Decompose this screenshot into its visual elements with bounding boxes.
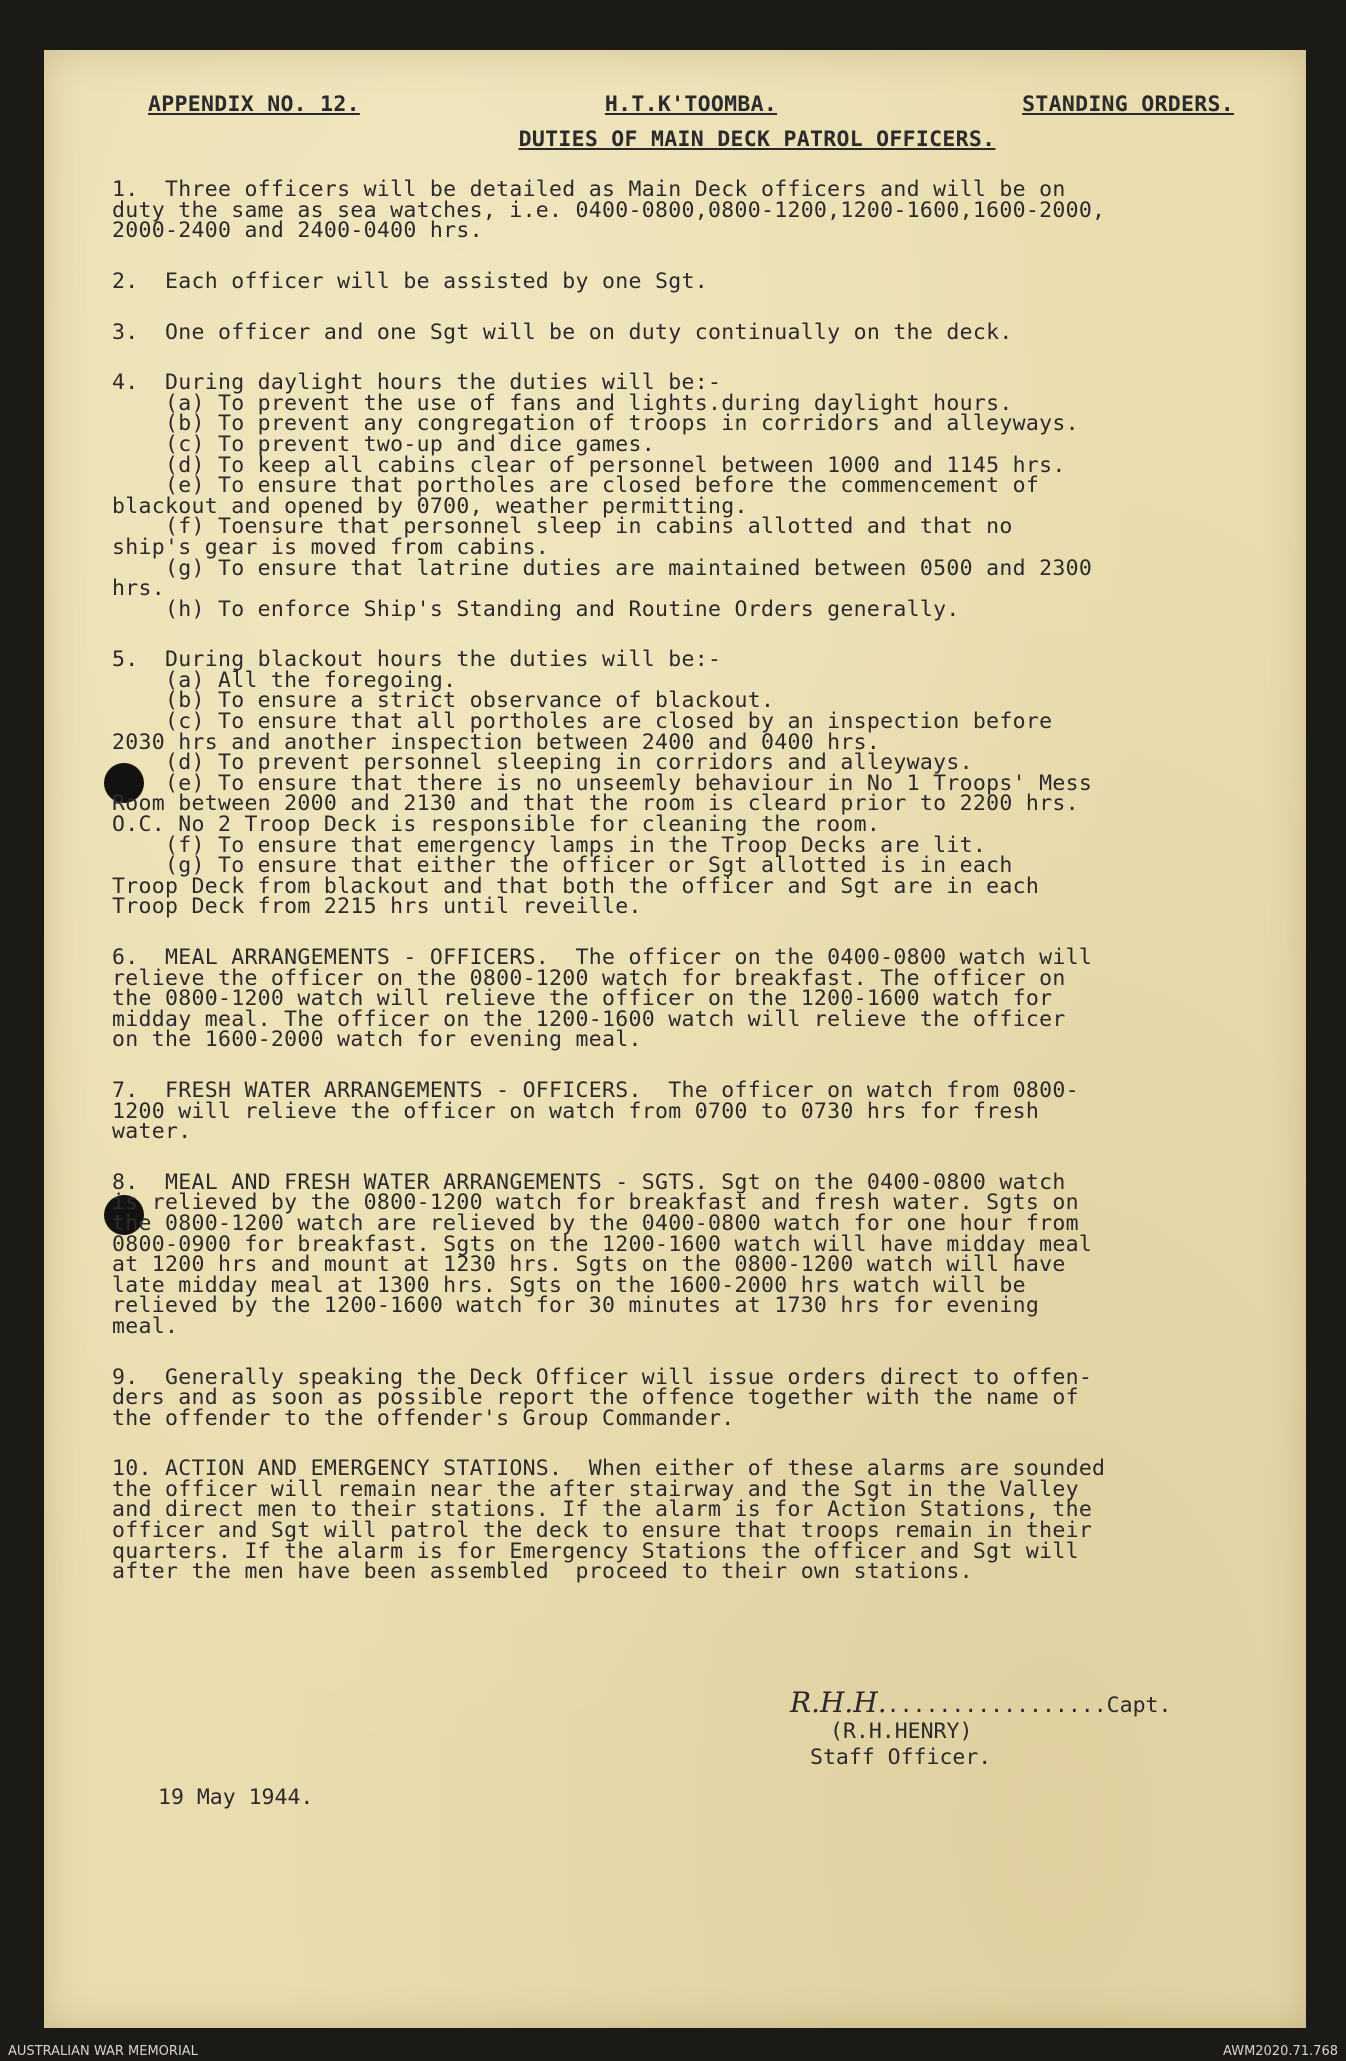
archive-name: AUSTRALIAN WAR MEMORIAL — [8, 2044, 198, 2059]
text-line: the 0800-1200 watch are relieved by the 0400-0800 watch for one hour from — [112, 1210, 1079, 1236]
text-line: (h) To enforce Ship's Standing and Routine Orders generally. — [112, 596, 960, 622]
text-line: 8. MEAL AND FRESH WATER ARRANGEMENTS - SGTS. Sgt on the 0400-0800 watch — [112, 1169, 1066, 1195]
signatory-role: Staff Officer. — [810, 1745, 992, 1770]
text-line: 4. During daylight hours the duties will be:- — [112, 370, 722, 396]
text-line: 10. ACTION AND EMERGENCY STATIONS. When either of these alarms are sounded — [112, 1456, 1106, 1482]
text-line: Troop Deck from blackout and that both the officer and Sgt are in each — [112, 873, 1040, 899]
text-line: midday meal. The officer on the 1200-1600 watch will relieve the officer — [112, 1006, 1066, 1032]
text-line: O.C. No 2 Troop Deck is responsible for cleaning the room. — [112, 812, 881, 838]
paragraph-8 — [112, 1169, 1252, 1339]
signature-line — [790, 1686, 1172, 1719]
text-line: 1200 will relieve the officer on watch from 0700 to 0730 hrs for fresh — [112, 1098, 1040, 1124]
appendix-number: APPENDIX NO. 12. — [148, 92, 360, 117]
text-line: officer and Sgt will patrol the deck to ensure that troops remain in their — [112, 1518, 1093, 1544]
text-line: 0800-0900 for breakfast. Sgts on the 1200-1600 watch will have midday meal — [112, 1231, 1093, 1257]
text-line: 2030 hrs and another inspection between 2400 and 0400 hrs. — [112, 729, 881, 755]
text-line: (d) To prevent personnel sleeping in corridors and alleyways. — [112, 750, 973, 776]
signatory-name: (R.H.HENRY) — [830, 1719, 973, 1744]
text-line: (e) To ensure that portholes are closed before the commencement of — [112, 473, 1040, 499]
text-line: (a) To prevent the use of fans and lights.during daylight hours. — [112, 390, 1013, 416]
text-line: 3. One officer and one Sgt will be on duty continually on the deck. — [112, 319, 1013, 345]
document-date: 19 May 1944. — [158, 1785, 314, 1810]
text-line: 2. Each officer will be assisted by one Sgt. — [112, 268, 708, 294]
paragraph-9 — [112, 1364, 1252, 1431]
text-line: 7. FRESH WATER ARRANGEMENTS - OFFICERS. The officer on watch from 0800- — [112, 1077, 1079, 1103]
text-line: (g) To ensure that either the officer or Sgt allotted is in each — [112, 853, 1013, 879]
text-line: quarters. If the alarm is for Emergency Stations the officer and Sgt will — [112, 1538, 1079, 1564]
text-line: the 0800-1200 watch will relieve the officer on the 1200-1600 watch for — [112, 986, 1053, 1012]
text-line: (d) To keep all cabins clear of personnel between 1000 and 1145 hrs. — [112, 452, 1066, 478]
text-line: (g) To ensure that latrine duties are maintained between 0500 and 2300 — [112, 555, 1093, 581]
text-line: (a) All the foregoing. — [112, 667, 457, 693]
page-title: DUTIES OF MAIN DECK PATROL OFFICERS. — [518, 126, 996, 152]
text-line: 5. During blackout hours the duties will be:- — [112, 647, 722, 673]
paragraph-3 — [112, 319, 1252, 345]
text-line: (f) To ensure that emergency lamps in the Troop Decks are lit. — [112, 832, 987, 858]
text-line: after the men have been assembled proceed to their own stations. — [112, 1559, 973, 1585]
paragraph-6 — [112, 945, 1252, 1053]
paragraph-10 — [112, 1456, 1252, 1585]
text-line: 1. Three officers will be detailed as Main Deck officers and will be on — [112, 177, 1066, 203]
text-line: on the 1600-2000 watch for evening meal. — [112, 1027, 642, 1053]
text-line: the offender to the offender's Group Commander. — [112, 1405, 735, 1431]
text-line: 2000-2400 and 2400-0400 hrs. — [112, 218, 483, 244]
text-line: the officer will remain near the after stairway and the Sgt in the Valley — [112, 1476, 1079, 1502]
paragraph-4 — [112, 370, 1252, 622]
archive-footer — [0, 2030, 1346, 2061]
handwritten-signature: R.H.H. — [790, 1686, 887, 1719]
signature-dots-capt: .................Capt. — [886, 1693, 1172, 1718]
standing-orders-label: STANDING ORDERS. — [1022, 92, 1234, 117]
text-line: (c) To prevent two-up and dice games. — [112, 431, 656, 457]
text-line: blackout and opened by 0700, weather permitting. — [112, 493, 748, 519]
text-line: (e) To ensure that there is no unseemly behaviour in No 1 Troops' Mess — [112, 770, 1093, 796]
header-row — [148, 92, 1234, 117]
text-line: 6. MEAL ARRANGEMENTS - OFFICERS. The officer on the 0400-0800 watch will — [112, 945, 1093, 970]
paragraph-1 — [112, 177, 1252, 244]
text-line: duty the same as sea watches, i.e. 0400-0800,0800-1200,1200-1600,1600-2000, — [112, 197, 1106, 223]
text-line: ders and as soon as possible report the offence together with the name of — [112, 1385, 1079, 1411]
ship-name: H.T.K'TOOMBA. — [604, 92, 778, 117]
text-line: (b) To prevent any congregation of troops in corridors and alleyways. — [112, 411, 1079, 437]
text-line: Room between 2000 and 2130 and that the room is cleard prior to 2200 hrs. — [112, 791, 1079, 817]
text-line: and direct men to their stations. If the alarm is for Action Stations, the — [112, 1497, 1093, 1523]
text-line: hrs. — [112, 576, 165, 602]
paragraph-5 — [112, 647, 1252, 920]
text-line: (b) To ensure a strict observance of blackout. — [112, 688, 775, 714]
text-line: ship's gear is moved from cabins. — [112, 534, 550, 560]
document-body — [112, 40, 1252, 1583]
text-line: relieve the officer on the 0800-1200 watch for breakfast. The officer on — [112, 965, 1066, 991]
text-line: late midday meal at 1300 hrs. Sgts on the 1600-2000 hrs watch will be — [112, 1272, 1026, 1298]
text-line: 9. Generally speaking the Deck Officer will issue orders direct to offen- — [112, 1364, 1093, 1390]
text-line: (c) To ensure that all portholes are closed by an inspection before — [112, 709, 1053, 735]
text-line: relieved by the 1200-1600 watch for 30 minutes at 1730 hrs for evening — [112, 1293, 1040, 1319]
text-line: water. — [112, 1119, 192, 1145]
paragraph-7 — [112, 1077, 1252, 1145]
signature-block — [790, 1686, 1172, 1771]
paragraph-2 — [112, 268, 1252, 294]
text-line: Troop Deck from 2215 hrs until reveille. — [112, 894, 642, 920]
text-line: (f) Toensure that personnel sleep in cabins allotted and that no — [112, 514, 1013, 540]
text-line: at 1200 hrs and mount at 1230 hrs. Sgts on the 0800-1200 watch will have — [112, 1252, 1066, 1278]
text-line: meal. — [112, 1313, 179, 1339]
archive-reference: AWM2020.71.768 — [1223, 2044, 1338, 2059]
text-line: is relieved by the 0800-1200 watch for breakfast and fresh water. Sgts on — [112, 1190, 1079, 1216]
